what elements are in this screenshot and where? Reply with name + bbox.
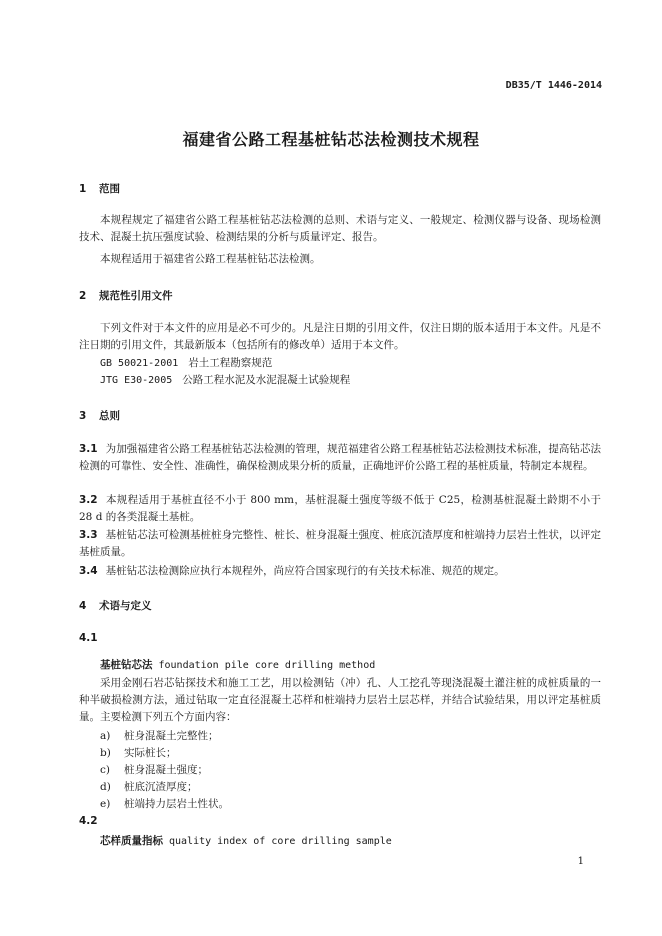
clause-3-3 — [79, 527, 601, 561]
list-marker: a) — [100, 730, 111, 742]
clause-text: 本规程适用于基桩直径不小于 800 mm，基桩混凝土强度等级不低于 C25，检测基桩混凝土龄期不小于 28 d 的各类混凝土基桩。 — [79, 494, 601, 524]
section-2-paragraph-1: 下列文件对于本文件的应用是必不可少的。凡是注日期的引用文件，仅注日期的版本适用于本文件。凡是不注日期的引用文件，其最新版本（包括所有的修改单）适用于本文件。 — [79, 322, 601, 352]
section-3-heading — [79, 408, 120, 423]
list-item — [100, 779, 198, 794]
list-item — [100, 762, 208, 777]
term-english: foundation pile core drilling method — [158, 660, 376, 671]
clause-number: 3.4 — [79, 565, 98, 577]
section-number: 4 — [79, 600, 87, 612]
clause-text: 基桩钻芯法检测除应执行本规程外，尚应符合国家现行的有关技术标准、规范的规定。 — [105, 565, 505, 577]
section-title: 规范性引用文件 — [99, 290, 173, 302]
list-text: 实际桩长； — [124, 747, 177, 759]
reference-code: GB 50021-2001 — [100, 358, 179, 369]
section-title: 术语与定义 — [99, 600, 152, 612]
section-1-paragraph-1: 本规程规定了福建省公路工程基桩钻芯法检测的总则、术语与定义、一般规定、检测仪器与设备、现场检测技术、混凝土抗压强度试验、检测结果的分析与质量评定、报告。 — [79, 214, 601, 244]
clause-4-1-number: 4.1 — [79, 632, 98, 644]
section-number: 3 — [79, 410, 87, 422]
term-4-2 — [100, 833, 392, 848]
clause-number: 3.3 — [79, 529, 98, 541]
section-1-paragraph-2: 本规程适用于福建省公路工程基桩钻芯法检测。 — [100, 253, 321, 265]
list-text: 桩身混凝土完整性； — [124, 730, 219, 742]
clause-3-4 — [79, 563, 601, 580]
term-chinese: 芯样质量指标 — [100, 835, 163, 847]
clause-4-2-number: 4.2 — [79, 815, 98, 827]
term-chinese: 基桩钻芯法 — [100, 659, 153, 671]
reference-name: 公路工程水泥及水泥混凝土试验规程 — [182, 374, 351, 386]
reference-code: JTG E30-2005 — [100, 375, 173, 386]
section-title: 范围 — [99, 183, 120, 195]
clause-text: 为加强福建省公路工程基桩钻芯法检测的管理，规范福建省公路工程基桩钻芯法检测技术标准，提高钻芯法检测的可靠性、安全性、准确性，确保检测成果分析的质量，正确地评价公路工程的基桩质量，特制定本规程。 — [79, 443, 601, 473]
clause-3-2 — [79, 492, 601, 526]
list-marker: e) — [100, 798, 111, 810]
section-1-heading — [79, 181, 120, 196]
section-number: 1 — [79, 183, 87, 195]
clause-text: 基桩钻芯法可检测基桩桩身完整性、桩长、桩身混凝土强度、桩底沉渣厚度和桩端持力层岩土性状，以评定基桩质量。 — [79, 529, 601, 559]
list-item — [100, 728, 219, 743]
list-marker: d) — [100, 781, 111, 793]
list-item — [100, 796, 229, 811]
clause-3-1 — [79, 441, 601, 475]
list-text: 桩身混凝土强度； — [124, 764, 208, 776]
list-text: 桩底沉渣厚度； — [124, 781, 198, 793]
term-4-1-definition: 采用金刚石岩芯钻探技术和施工工艺，用以检测钻（冲）孔、人工挖孔等现浇混凝土灌注桩的成桩质量的一种半破损检测方法，通过钻取一定直径混凝土芯样和桩端持力层岩土层芯样，并结合试验结果，用以评定基桩质量。主要检测下列五个方面内容： — [79, 677, 601, 724]
section-2-heading — [79, 288, 173, 303]
section-title: 总则 — [99, 410, 120, 422]
section-4-heading — [79, 598, 152, 613]
clause-number: 3.1 — [79, 443, 98, 455]
page-title: 福建省公路工程基桩钻芯法检测技术规程 — [182, 130, 480, 149]
term-4-1 — [100, 657, 375, 672]
document-code: DB35/T 1446-2014 — [505, 80, 602, 91]
list-marker: c) — [100, 764, 110, 776]
clause-number: 3.2 — [79, 494, 98, 506]
page-number: 1 — [577, 856, 584, 867]
section-number: 2 — [79, 290, 87, 302]
reference-name: 岩土工程勘察规范 — [188, 357, 273, 369]
term-english: quality index of core drilling sample — [169, 836, 392, 847]
reference-item — [100, 372, 350, 387]
list-marker: b) — [100, 747, 111, 759]
list-text: 桩端持力层岩土性状。 — [124, 798, 229, 810]
list-item — [100, 745, 177, 760]
reference-item — [100, 355, 272, 370]
